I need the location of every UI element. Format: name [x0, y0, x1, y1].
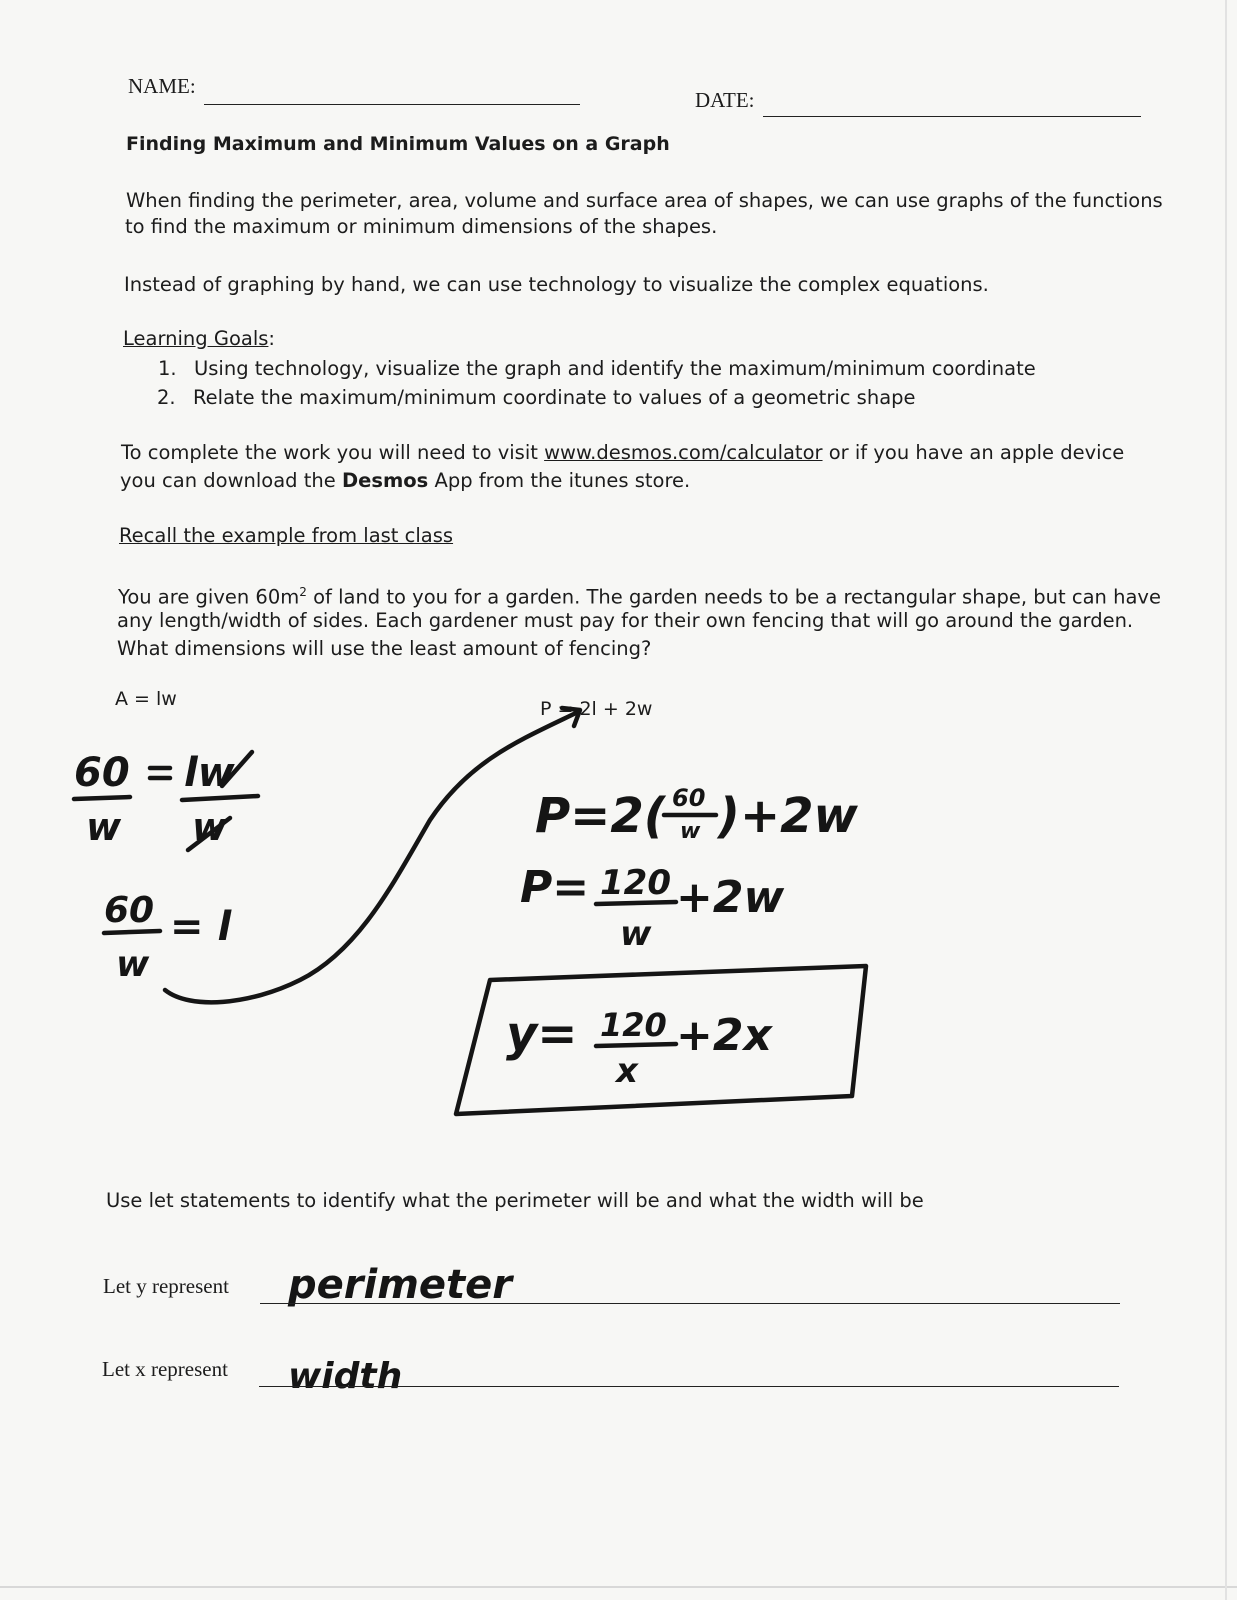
scan-edge-right [1225, 0, 1227, 1600]
hw-y-post: +2x [676, 1010, 772, 1061]
intro-paragraph-line-2: to find the maximum or minimum dimensions of the shapes. [125, 215, 718, 238]
hw-p-sub-num: 60 [672, 784, 706, 812]
hw-p2-post: +2w [676, 872, 785, 923]
hw-y-pre: y= [506, 1006, 578, 1062]
hw-p-sub-post: )+2w [718, 788, 858, 844]
area-formula: A = lw [115, 688, 177, 710]
name-label: NAME: [128, 74, 196, 98]
hw-eq2-num: 60 [104, 890, 155, 931]
hw-answer-x: width [288, 1356, 403, 1397]
problem-line-2: any length/width of sides. Each gardener must pay for their own fencing that will go around the garden. [117, 609, 1134, 632]
problem-line-1: You are given $60m^2$ of land to you for a garden. The garden needs to be a rectangular shape, but can have [118, 585, 1161, 609]
scan-edge [0, 1586, 1237, 1588]
hw-p2-den: w [620, 914, 652, 954]
let-y-blank [260, 1303, 1120, 1304]
hw-eq1-num-right: lw [184, 750, 235, 796]
problem-line-3: What dimensions will use the least amount of fencing? [117, 637, 652, 660]
date-label: DATE: [695, 88, 755, 112]
hw-answer-y: perimeter [288, 1262, 512, 1308]
recall-heading: Recall the example from last class [119, 524, 454, 547]
let-x-label: Let x represent [102, 1357, 228, 1381]
hw-eq1-den-right: w [192, 805, 228, 849]
instructions-line-2: you can download the Desmos App from the itunes store. [120, 469, 691, 492]
learning-goal-1: 1. Using technology, visualize the graph and identify the maximum/minimum coordinate [158, 357, 1036, 380]
hw-eq1-num-left: 60 [74, 750, 130, 796]
hw-p2-pre: P= [520, 862, 590, 913]
hw-eq1-den-left: w [86, 805, 122, 849]
learning-goal-2: 2. Relate the maximum/minimum coordinate to values of a geometric shape [157, 386, 916, 409]
intro-paragraph-line-1: When finding the perimeter, area, volume and surface area of shapes, we can use graphs of the functions [126, 189, 1163, 212]
let-x-blank [259, 1386, 1119, 1387]
instructions-line-1: To complete the work you will need to visit www.desmos.com/calculator or if you have an apple device [121, 441, 1125, 464]
hw-y-den: x [616, 1051, 638, 1091]
desmos-link[interactable]: www.desmos.com/calculator [544, 441, 823, 464]
hw-eq2-den: w [116, 944, 150, 985]
hw-p2-num: 120 [600, 863, 671, 903]
hw-p-sub-pre: P=2( [535, 788, 666, 844]
learning-goals-heading: Learning Goals: [123, 327, 275, 350]
let-y-label: Let y represent [103, 1274, 229, 1298]
hw-y-num: 120 [600, 1006, 667, 1044]
perimeter-formula: P = 2l + 2w [540, 698, 653, 720]
hw-p-sub-den: w [680, 819, 701, 844]
let-statements-prompt: Use let statements to identify what the perimeter will be and what the width will be [106, 1189, 924, 1212]
hw-eq2-rhs: = l [170, 904, 232, 950]
intro-paragraph-2: Instead of graphing by hand, we can use technology to visualize the complex equations. [124, 273, 989, 296]
page-title: Finding Maximum and Minimum Values on a Graph [126, 133, 670, 155]
